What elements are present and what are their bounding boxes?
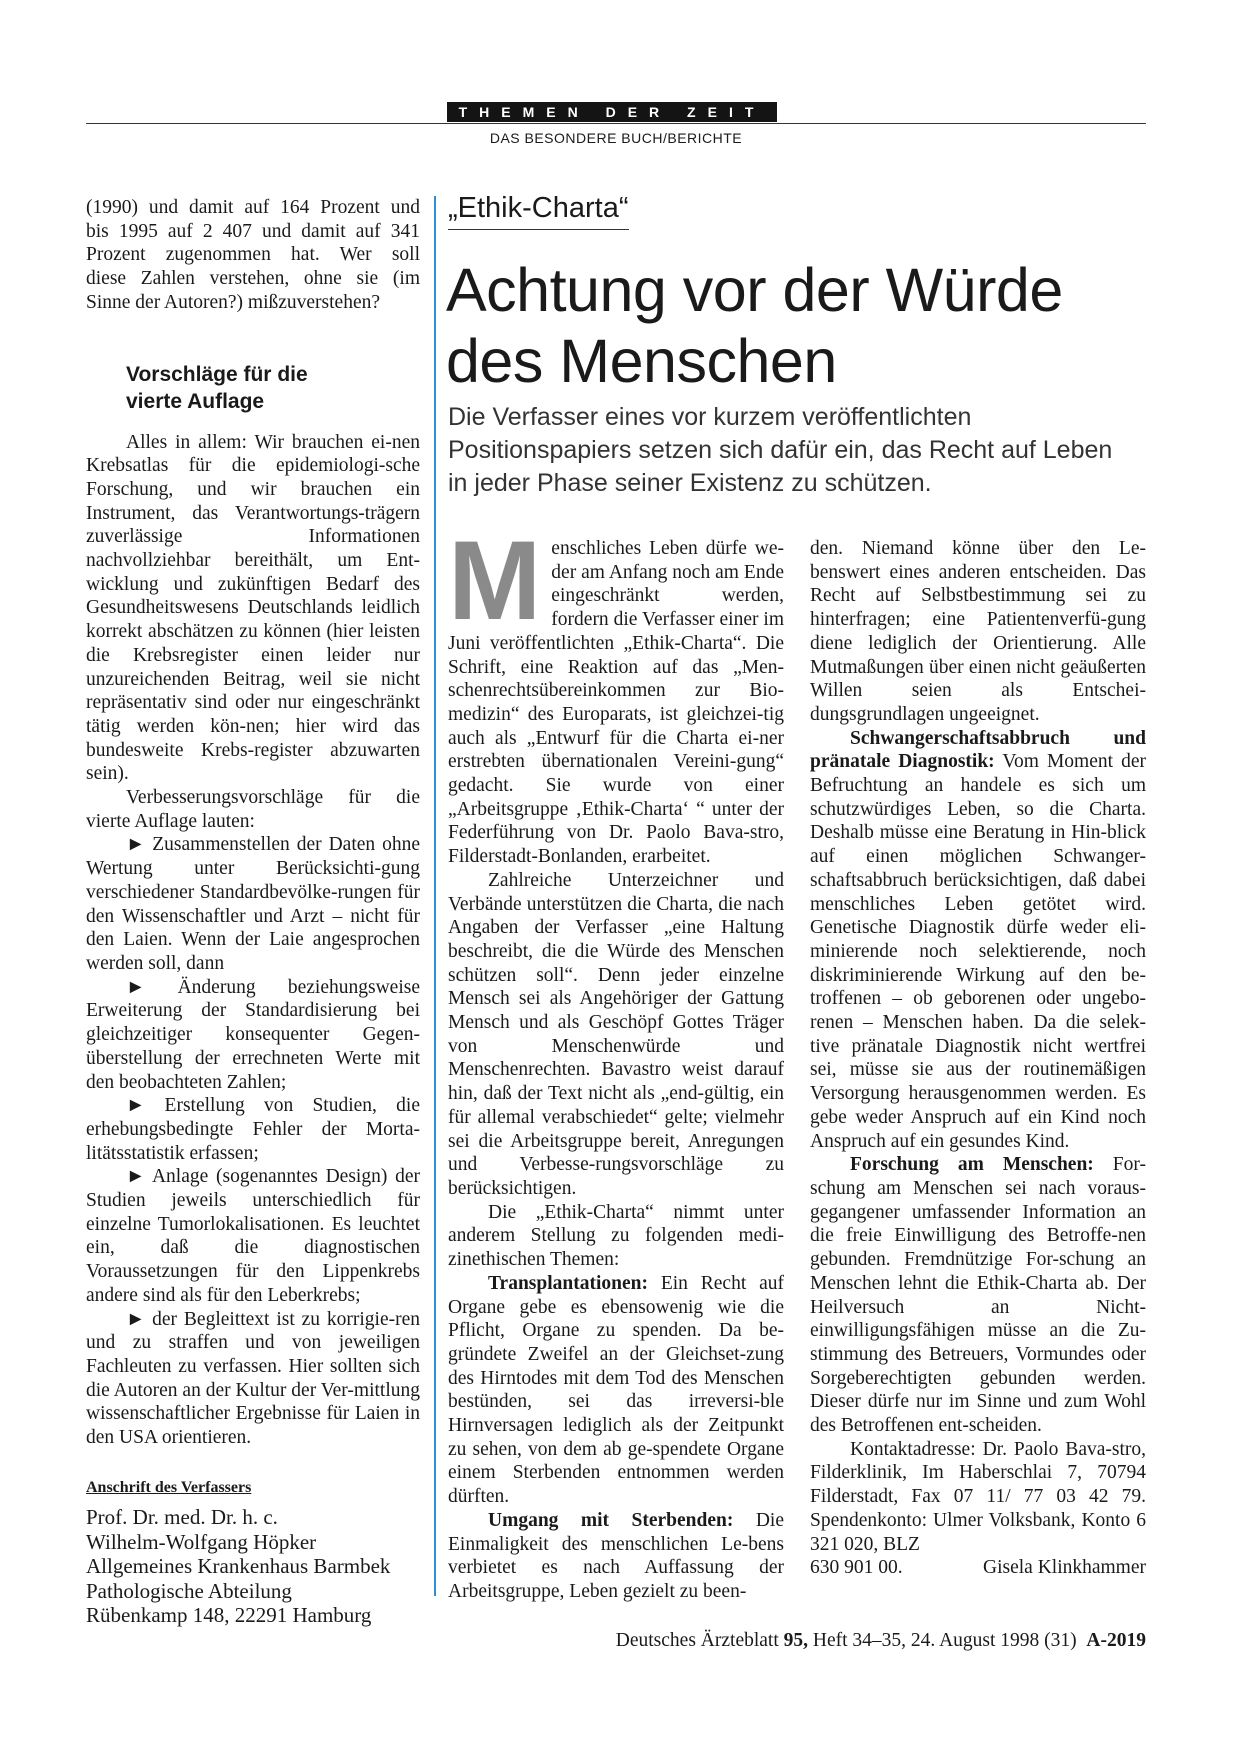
article-headline [446,255,1146,397]
bank-code: 630 901 00. [810,1557,903,1579]
journal-volume: 95, [783,1630,809,1651]
header-rule [86,123,1146,124]
signature-row [810,1556,1146,1580]
article-column-right [810,537,1146,1580]
address-line: Rübenkamp 148, 22291 Hamburg [86,1603,372,1628]
headline-line: Achtung vor der Würde [446,256,1063,324]
paragraph-transplant [448,1272,784,1509]
topic-text: Ein Recht auf Organe gebe es ebensowenig wie die Pflicht, Organe zu spenden. Da be-gründete Zweifel an der Gleichset-zung des Hirntodes mit dem Tod des Menschen bestünden, sei das irreversi-ble Hirnversagen lediglich als der Zeitpunkt zu sehen, von dem ab ge-spendete Organe einem Sterbenden entnommen werden dürften. [448,1272,784,1508]
article-column-middle [448,518,784,1604]
paragraph: enschliches Leben dürfe we-der am Anfang noch am Ende eingeschränkt werden, fordern die Verfasser einer im Juni veröffentlichten „Ethik-Charta“. Die Schrift, eine Reaktion auf das „Men-schenrechtsübereinkommen zur Bio-medizin“ des Europarats, ist gleichzei-tig auch als „Entwurf für die Charta ei-ner erstrebten übernationalen Vereini-gung“ gedacht. Sie wurde von einer „Arbeitsgruppe ‚Ethik-Charta‘ “ unter der Federführung von Dr. Paolo Bava-stro, Filderstadt-Bonlanden, erarbeitet. [448,538,784,868]
bullet-paragraph: ► Anlage (sogenanntes Design) der Studien jeweils unterschiedlich für einzelne Tumorlokalisationen. Es leuchtet ein, daß die diagnostischen Voraussetzungen für den Lippenkrebs andere sind als für den Leberkrebs; [86,1166,420,1306]
section-band: THEMEN DER ZEIT [447,102,777,122]
bullet-paragraph: ► Zusammenstellen der Daten ohne Wertung unter Berücksichti-gung verschiedener Standardbevölke-rungen für den Wissenschaftler und Arzt – nicht für den Laien. Wenn der Laie angesprochen werden soll, dann [86,834,420,974]
subheading-line: Vorschläge für die [126,362,308,386]
address-line: Allgemeines Krankenhaus Barmbek [86,1554,391,1579]
article-kicker: „Ethik-Charta“ [448,192,629,230]
journal-name: Deutsches Ärzteblatt [615,1630,784,1651]
article-author: Gisela Klinkhammer [983,1557,1146,1579]
topic-text: Vom Moment der Befruchtung an handele es sich um schutzwürdiges Leben, so die Charta. Deshalb müsse eine Beratung in Hin-blick auf einen möglichen Schwanger-schaftsabbruch berücksichtigen, daß dabei menschliches Leben getötet wird. Genetische Diagnostik dürfe weder eli-minierende noch selektierende, noch diskriminierende Wirkung auf den be-troffenen – ob geborenen oder ungebo-renen – Menschen haben. Da die selek-tive pränatale Diagnostik nicht wertfrei sei, müsse sie aus der routinemäßigen Versorgung herausgenommen werden. Es gebe weder Anspruch auf ein Kind noch Anspruch auf ein gesundes Kind. [810,751,1146,1152]
intro-text [86,196,420,315]
paragraph: den. Niemand könne über den Le-benswert eines anderen entscheiden. Das Recht auf Selbstbestimmung sei zu hinterfragen; eine Patientenverfü-gung diene lediglich der Orientierung. Alle Mutmaßungen über einen nicht geäußerten Willen seien als Entschei-dungsgrundlagen ungeeignet. [810,538,1146,725]
journal-issue: Heft 34–35, 24. August 1998 (31) [808,1630,1077,1651]
paragraph-research [810,1153,1146,1437]
paragraph: Alles in allem: Wir brauchen ei-nen Krebsatlas für die epidemiologi-sche Forschung, und wir brauchen ein Instrument, das Verantwortungs-trägern zuverlässige Informationen nachvollziehbar bereithält, um Ent-wicklung und zukünftigen Bedarf des Gesundheitswesens Deutschlands leidlich korrekt abschätzen zu können (hier leisten die Krebsregister einen leider nur unzureichenden Beitrag, weil sie nicht repräsentativ sind oder nur eingeschränkt tätig werden kön-nen; hier wird das bundesweite Krebs-register abzuwarten sein). [86,431,420,785]
intro-line: diese Zahlen verstehen, ohne sie (im [86,268,420,290]
intro-line: Sinne der Autoren?) mißzuverstehen? [86,291,381,313]
lede-line: in jeder Phase seiner Existenz zu schützen. [448,469,932,497]
subheading [126,361,420,415]
article-lede [448,401,1148,500]
contact-paragraph: Kontaktadresse: Dr. Paolo Bava-stro, Filderklinik, Im Haberschlai 7, 70794 Filderstadt, Fax 07 11/ 77 03 42 79. Spendenkonto: Ulmer Volksbank, Konto 6 321 020, BLZ [810,1438,1146,1555]
topic-label: Transplantationen: [488,1272,648,1294]
bullet-paragraph: ► Erstellung von Studien, die erhebungsbedingte Fehler der Morta-litätsstatistik erfassen; [86,1095,420,1164]
paragraph: Verbesserungsvorschläge für die vierte Auflage lauten: [86,787,420,832]
topic-label: Forschung am Menschen: [850,1154,1094,1176]
column-divider [434,196,436,1596]
headline-line: des Menschen [446,327,837,395]
drop-cap: M [448,518,542,643]
lede-line: Positionspapiers setzen sich dafür ein, das Recht auf Leben [448,436,1113,464]
topic-label: Schwangerschaftsabbruch und pränatale Diagnostik: [810,727,1146,773]
lede-line: Die Verfasser eines vor kurzem veröffentlichten [448,403,972,431]
intro-line: Prozent zugenommen hat. Wer soll [86,244,420,266]
address-line: Pathologische Abteilung [86,1578,292,1603]
bullet-paragraph: ► Änderung beziehungsweise Erweiterung der Standardisierung bei gleichzeitiger konsequenter Gegen-überstellung der errechneten Werte mit den beobachteten Zahlen; [86,976,420,1093]
bullet-paragraph: ► der Begleittext ist zu korrigie-ren und zu straffen und von jeweiligen Fachleuten zu verfassen. Hier sollten sich die Autoren an der Kultur der Ver-mittlung wissenschaftlicher Ergebnisse für Laien in den USA orientieren. [86,1308,420,1449]
paragraph-dying [448,1509,784,1604]
intro-line: (1990) und damit auf 164 Prozent und [86,197,420,218]
address-line: Prof. Dr. med. Dr. h. c. [86,1505,278,1530]
paragraph: Die „Ethik-Charta“ nimmt unter anderem Stellung zu folgenden medi-zinethischen Themen: [448,1201,784,1271]
page-number: A-2019 [1086,1630,1146,1651]
topic-text: Die Einmaligkeit des menschlichen Le-bens verbietet es nach Auffassung der Arbeitsgruppe, Leben gezielt zu been- [448,1509,784,1602]
author-address [86,1505,420,1628]
topic-label: Umgang mit Sterbenden: [488,1509,734,1531]
intro-line: bis 1995 auf 2 407 und damit auf 341 [86,220,420,242]
page-footer [86,1630,1146,1652]
left-column [86,196,420,1628]
paragraph-abortion [810,727,1146,1154]
subheading-line: vierte Auflage [126,389,265,413]
paragraph: Zahlreiche Unterzeichner und Verbände unterstützen die Charta, die nach Angaben der Verfasser „eine Haltung beschreibt, die die Würde des Menschen schützen soll“. Denn jeder einzelne Mensch sei als Angehöriger der Gattung Mensch und als Geschöpf Gottes Träger von Menschenwürde und Menschenrechten. Bavastro weist darauf hin, daß der Text nicht als „end-gültig, ein für allemal verabschiedet“ gelte; vielmehr sei die Arbeitsgruppe bereit, Anregungen und Verbesse-rungsvorschläge zu berücksichtigen. [448,869,784,1199]
section-label: DAS BESONDERE BUCH/BERICHTE [489,130,743,146]
topic-text: For-schung am Menschen sei nach voraus-gegangener umfassender Information an die freie Einwilligung des Betroffe-nen gebunden. Fremdnützige For-schung an Menschen lehnt die Ethik-Charta ab. Der Heilversuch an Nicht-einwilligungsfähigen müsse an die Zu-stimmung des Betreuers, Vormundes oder Sorgeberechtigten gebunden werden. Dieser dürfe nur im Sinne und zum Wohl des Betroffenen ent-scheiden. [810,1154,1146,1437]
address-line: Wilhelm-Wolfgang Höpker [86,1529,317,1554]
address-heading: Anschrift des Verfassers [86,1478,252,1496]
